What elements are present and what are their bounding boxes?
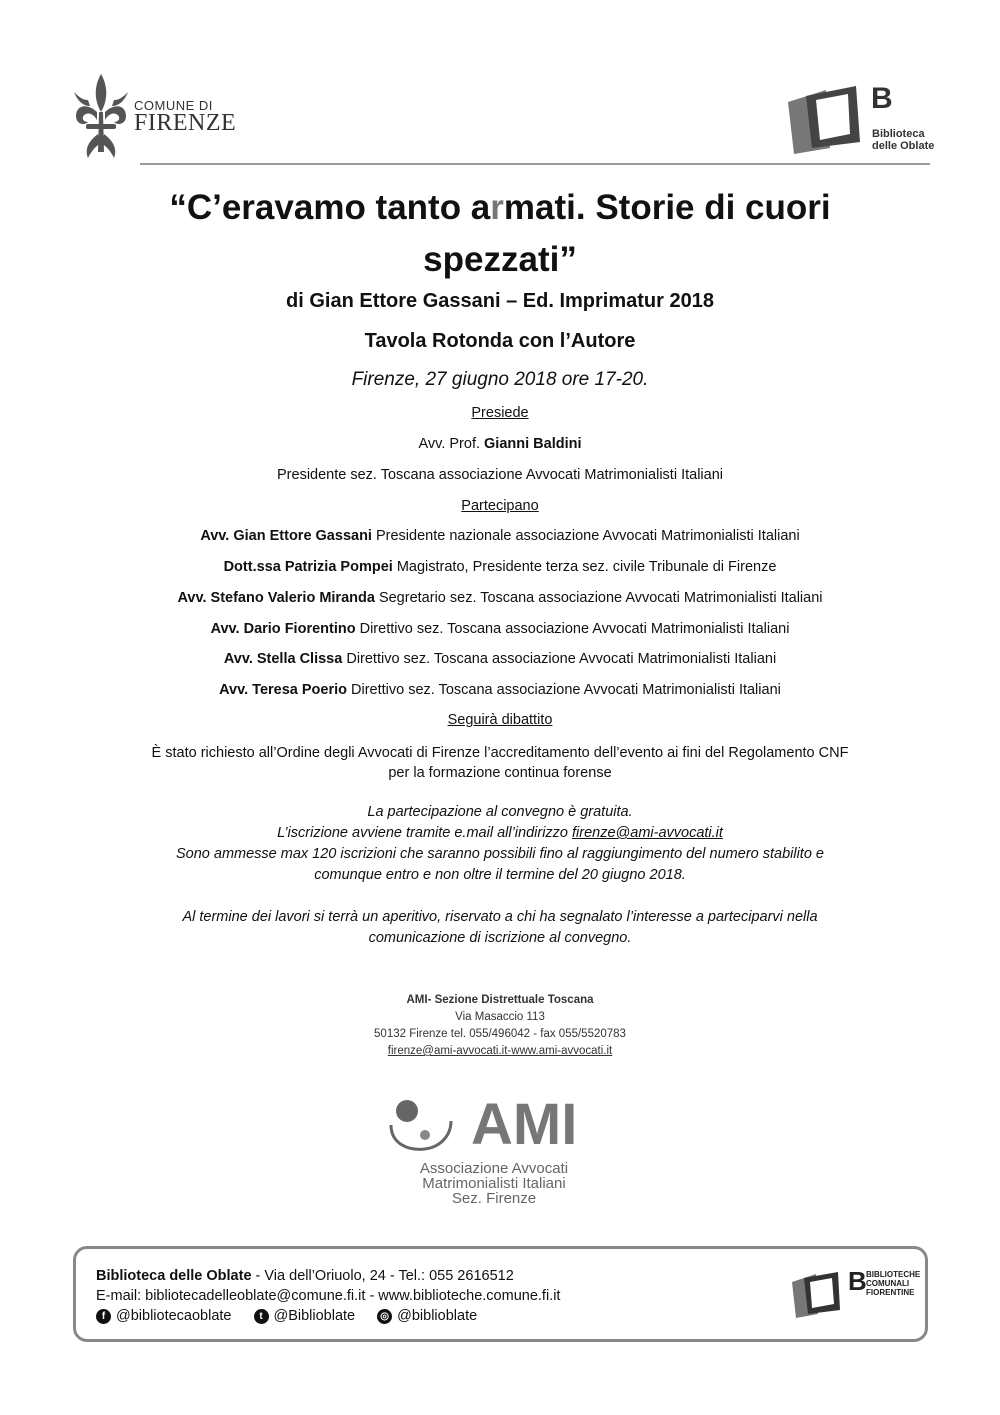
ami-logo-line1: Associazione Avvocati [419, 1160, 569, 1177]
presiede-prefix: Avv. Prof. [418, 436, 485, 452]
participant-role: Direttivo sez. Toscana associazione Avvocati Matrimonialisti Italiani [355, 621, 790, 637]
participant-role: Presidente nazionale associazione Avvocati Matrimonialisti Italiani [371, 528, 800, 544]
participant-name: Avv. Dario Fiorentino [210, 621, 356, 637]
ami-address-street: Via Masaccio 113 [455, 1011, 545, 1023]
participant-row [0, 559, 1000, 575]
twitter-icon: t [254, 1309, 269, 1324]
presiede-role: Presidente sez. Toscana associazione Avvocati Matrimonialisti Italiani [277, 467, 723, 483]
participant-row [0, 682, 1000, 698]
registration-info [0, 802, 1000, 949]
accreditamento-line1: È stato richiesto all’Ordine degli Avvocati di Firenze l’accreditamento dell’evento ai fini del Regolamento CNF [151, 745, 849, 761]
participant-name: Avv. Teresa Poerio [219, 682, 347, 698]
header-divider [140, 163, 930, 165]
firenze-label: FIRENZE [134, 110, 237, 136]
oblate-logo-line2: delle Oblate [872, 140, 935, 152]
participant-row [0, 528, 1000, 544]
participant-role: Magistrato, Presidente terza sez. civile Tribunale di Firenze [392, 559, 777, 575]
info-line2-text: L’iscrizione avviene tramite e.mail all’indirizzo [277, 825, 573, 841]
biblioteche-logo-line3: FIORENTINE [866, 1288, 915, 1297]
info-line4: comunque entro e non oltre il termine del 20 giugno 2018. [314, 867, 686, 883]
biblioteche-logo-line2: COMUNALI [866, 1279, 910, 1288]
twitter-handle: @Biblioblate [273, 1308, 356, 1324]
title-line1-part-b: mati. Storie di cuori [503, 188, 831, 227]
author-subtitle: di Gian Ettore Gassani – Ed. Imprimatur 2018 [286, 290, 714, 312]
participant-name: Avv. Gian Ettore Gassani [200, 528, 372, 544]
instagram-handle: @biblioblate [397, 1308, 478, 1324]
facebook-icon: f [96, 1309, 111, 1324]
biblioteche-logo-text [866, 1270, 920, 1297]
title-line2: spezzati” [423, 240, 577, 279]
ami-letters: AMI [471, 1092, 578, 1157]
facebook-handle: @bibliotecaoblate [116, 1308, 232, 1324]
ami-logo-line3: Sez. Firenze [451, 1190, 537, 1207]
ami-address-name: AMI- Sezione Distrettuale Toscana [406, 994, 594, 1006]
ami-address-web[interactable]: firenze@ami-avvocati.it-www.ami-avvocati.it [387, 1045, 613, 1057]
participant-name: Avv. Stefano Valerio Miranda [177, 590, 375, 606]
title-line1-r: r [490, 188, 504, 227]
participant-name: Dott.ssa Patrizia Pompei [223, 559, 393, 575]
ami-address-city-tel: 50132 Firenze tel. 055/496042 - fax 055/5520783 [374, 1028, 626, 1040]
ami-address [0, 992, 1000, 1060]
info-line3: Sono ammesse max 120 iscrizioni che saranno possibili fino al raggiungimento del numero stabilito e [175, 846, 824, 862]
seguira-heading: Seguirà dibattito [447, 712, 553, 728]
info-line6: comunicazione di iscrizione al convegno. [368, 930, 632, 946]
info-line1: La partecipazione al convegno è gratuita. [367, 804, 633, 820]
comune-firenze-logo [70, 72, 255, 162]
ami-emblem-icon [385, 1095, 465, 1155]
participant-row [0, 590, 1000, 606]
biblioteca-oblate-logo [786, 82, 936, 156]
biblioteche-logo-line1: BIBLIOTECHE [866, 1270, 921, 1279]
instagram-link[interactable] [377, 1308, 477, 1324]
presiede-heading: Presiede [471, 405, 529, 421]
biblioteche-b-letter: B [848, 1266, 867, 1296]
oblate-b-letter: B [871, 82, 893, 115]
participant-role: Direttivo sez. Toscana associazione Avvocati Matrimonialisti Italiani [347, 682, 781, 698]
participant-name: Avv. Stella Clissa [223, 651, 343, 667]
presiede-person [0, 436, 1000, 452]
partecipano-heading: Partecipano [461, 498, 539, 514]
event-title [0, 182, 1000, 286]
footer-email-line[interactable]: E-mail: bibliotecadelleoblate@comune.fi.it - www.biblioteche.comune.fi.it [96, 1288, 561, 1304]
participant-row [0, 621, 1000, 637]
accreditamento-line2: per la formazione continua forense [388, 765, 612, 781]
info-line2 [0, 823, 1000, 844]
participant-row [0, 651, 1000, 667]
ami-logo-text [389, 1161, 599, 1206]
info-line5: Al termine dei lavori si terrà un aperitivo, riservato a chi ha segnalato l’interesse a parteciparvi nella [182, 909, 818, 925]
footer-social [96, 1308, 499, 1324]
instagram-icon: ◎ [377, 1309, 392, 1324]
ami-logo-line2: Matrimonialisti Italiani [422, 1175, 566, 1192]
accreditamento-text [0, 743, 1000, 783]
title-line1 [0, 182, 1000, 234]
participant-role: Direttivo sez. Toscana associazione Avvocati Matrimonialisti Italiani [342, 651, 777, 667]
facebook-link[interactable] [96, 1308, 232, 1324]
footer-address: - Via dell’Oriuolo, 24 - Tel.: 055 2616512 [251, 1268, 514, 1284]
ami-logo [385, 1092, 600, 1215]
biblioteche-book-icon [790, 1268, 846, 1320]
twitter-link[interactable] [254, 1308, 356, 1324]
event-date: Firenze, 27 giugno 2018 ore 17-20. [351, 369, 649, 390]
comune-di-label: COMUNE DI [134, 98, 213, 113]
presiede-name: Gianni Baldini [484, 436, 582, 452]
oblate-logo-line1: Biblioteca [872, 128, 925, 140]
oblate-logo-text [872, 128, 934, 152]
fleur-de-lis-icon [70, 72, 132, 162]
footer-library-name: Biblioteca delle Oblate [96, 1268, 252, 1284]
event-subtitle: Tavola Rotonda con l’Autore [364, 330, 636, 352]
title-line1-part-a: “C’eravamo tanto a [169, 188, 491, 227]
participant-role: Segretario sez. Toscana associazione Avvocati Matrimonialisti Italiani [374, 590, 823, 606]
registration-email-link[interactable]: firenze@ami-avvocati.it [572, 825, 723, 841]
footer-library-line [96, 1268, 514, 1284]
footer-biblioteche-logo [790, 1266, 921, 1326]
oblate-book-icon [786, 82, 868, 156]
